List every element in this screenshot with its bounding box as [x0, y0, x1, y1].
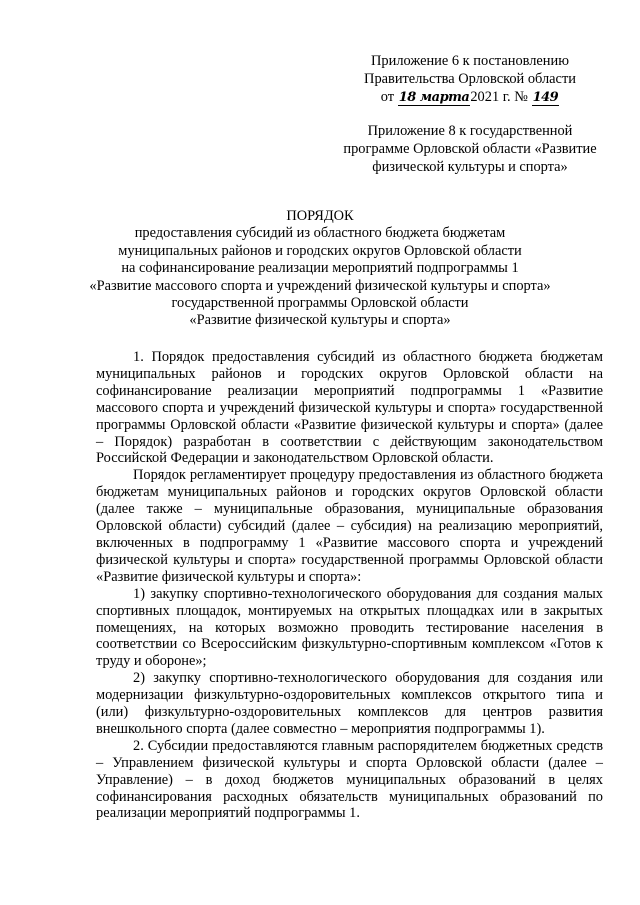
handwritten-date: 18 марта	[398, 90, 470, 105]
paragraph: 1. Порядок предоставления субсидий из областного бюджета бюджетам муниципальных районов и городских округов Орловской области на софинансирование реализации мероприятий подпрограммы 1 «Развитие массового спорта и учреждений физической культуры и спорта» государственной программы Орловской области «Развитие физической культуры и спорта» (далее – Порядок) разработан в соответствии с действующим законодательством Российской Федерации и законодательством Орловской области.	[96, 349, 603, 467]
document-title	[80, 208, 560, 330]
title-line: муниципальных районов и городских округов Орловской области	[118, 242, 522, 259]
appendix-6-line1: Приложение 6 к постановлению	[371, 53, 569, 69]
date-prefix: от	[380, 89, 395, 105]
handwritten-number: 149	[532, 90, 559, 105]
appendix-8-line3: физической культуры и спорта»	[372, 159, 568, 175]
title-line: «Развитие массового спорта и учреждений физической культуры и спорта»	[89, 277, 551, 294]
paragraph: 2) закупку спортивно-технологического оборудования для создания или модернизации физкультурно-оздоровительных комплексов открытого типа и (или) физкультурно-оздоровительных комплексов для центров развития внешкольного спорта (далее совместно – мероприятия подпрограммы 1).	[96, 670, 603, 737]
appendix-6-date-line	[330, 88, 610, 106]
appendix-6-header	[330, 52, 610, 106]
title-line: «Развитие физической культуры и спорта»	[189, 312, 451, 329]
paragraph: Порядок регламентирует процедуру предоставления из областного бюджета бюджетам муниципальных районов и городских округов Орловской области (далее также – муниципальные образования, муниципальные образования Орловской области) субсидий (далее – субсидия) на реализацию мероприятий, включенных в подпрограмму 1 «Развитие массового спорта и учреждений физической культуры и спорта» государственной программы Орловской области «Развитие физической культуры и спорта»:	[96, 467, 603, 585]
document-body	[96, 349, 603, 822]
appendix-8-header	[330, 122, 610, 176]
appendix-8-line1: Приложение 8 к государственной	[367, 123, 573, 139]
title-line: предоставления субсидий из областного бюджета бюджетам	[134, 225, 506, 242]
title-line: на софинансирование реализации мероприятий подпрограммы 1	[121, 260, 519, 277]
title-line: государственной программы Орловской области	[171, 295, 469, 312]
paragraph: 2. Субсидии предоставляются главным распорядителем бюджетных средств – Управлением физической культуры и спорта Орловской области (далее – Управление) – в доход бюджетов муниципальных образований в целях софинансирования расходных обязательств муниципальных образований по реализации мероприятий подпрограммы 1.	[96, 737, 603, 822]
date-suffix: 2021 г. №	[470, 89, 528, 105]
paragraph: 1) закупку спортивно-технологического оборудования для создания малых спортивных площадок, монтируемых на открытых площадках или в закрытых помещениях, на которых возможно проводить тестирование населения в соответствии со Всероссийским физкультурно-спортивным комплексом «Готов к труду и обороне»;	[96, 585, 603, 670]
appendix-6-line2: Правительства Орловской области	[364, 71, 576, 87]
title-heading: ПОРЯДОК	[286, 208, 354, 224]
appendix-8-line2: программе Орловской области «Развитие	[343, 141, 597, 157]
